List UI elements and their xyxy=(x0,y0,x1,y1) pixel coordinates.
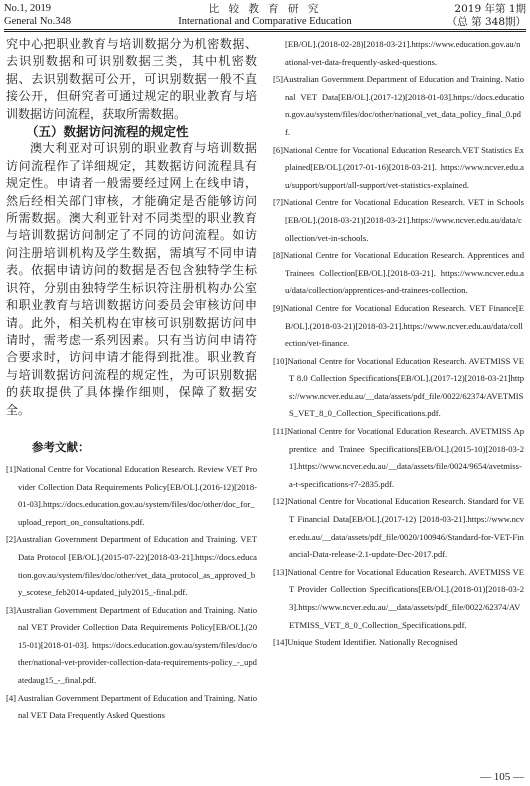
reference-item: [13]National Centre for Vocational Education Research. AVETMISS VET Provider Collection Specifications[EB/OL].(2018-01)[2018-03-23].https://www.ncver.edu.au/__data/assets/pdf_file/0022/62374/AVETMISS_VET_8_0_Collection_Specifications.pdf. xyxy=(273,566,524,630)
total-number-cn: （总 第 348期） xyxy=(446,16,526,28)
reference-item-continued: [EB/OL].(2018-02-28)[2018-03-21].https://www.education.gov.au/national-vet-data-frequently-asked-questions. xyxy=(285,39,521,67)
journal-title-en: International and Comparative Education xyxy=(178,16,352,27)
paragraph: 澳大利亚对可识别的职业教育与培训数据访问流程作了详细规定，其数据访问流程具有规定性。申请者一般需要经过网上在线申请，然后经相关部门审核，才能确定是否能够访问所需数据。澳大利亚针对不同类型的职业教育与培训数据访问制定了不同的访问流程。如访问注册培训机构及学生数据，需填写不同申请表。依据申请访问的数据是否包含独特学生标识符，分别由独特学生标识符注册机构办公室和职业教育与培训数据访问委员会审核访问申请。此外，相关机构在审核可识别数据访问申请时，需考虑一系列因素。只有当访问申请符合要求时，访问申请才能得到批准。职业教育与培训数据访问流程的规定性，为可识别数据的获取提供了具体操作细则，保障了数据安全。 xyxy=(6,141,257,417)
reference-item: [5]Australian Government Department of Education and Training. National VET Data[EB/OL].(2017-12)[2018-01-03].https://docs.education.gov.au/system/files/doc/other/national_vet_data_policy_final_0.pdf. xyxy=(273,74,524,137)
running-header xyxy=(4,2,526,32)
reference-item: [4] Australian Government Department of Education and Training. National VET Data Frequently Asked Questions xyxy=(6,692,257,721)
reference-item: [12]National Centre for Vocational Education Research. Standard for VET Financial Data[EB/OL].(2017-12) [2018-03-21].https://www.ncver.edu.au/__data/assets/pdf_file/0020/100946/Standard-for-VET-Financial-Data-release-2.1-update-Dec-2017.pdf. xyxy=(273,496,524,560)
journal-number-en: General No.348 xyxy=(4,16,72,27)
right-column xyxy=(273,36,524,652)
reference-item: [1]National Centre for Vocational Education Research. Review VET Provider Collection Data Requirements Policy[EB/OL].(2016-12)[2018-01-03].https://docs.education.gov.au/system/files/doc/other/doc_for_upload_report_on_consultations.pdf. xyxy=(6,463,257,527)
reference-list-right xyxy=(273,36,524,652)
header-rule-thin xyxy=(4,31,526,32)
issue-cn: 2019 年第 1期 xyxy=(454,3,526,15)
reference-item: [6]National Centre for Vocational Education Research.VET Statistics Explained[EB/OL].(2017-01-16)[2018-03-21]. https://www.ncver.edu.au/support/support/all-support/vet-statistics-explained. xyxy=(273,144,524,190)
reference-item: [10]National Centre for Vocational Education Research. AVETMISS VET 8.0 Collection Specifications[EB/OL].(2017-12)[2018-03-21]https://www.ncver.edu.au/__data/assets/pdf_file/0022/62374/AVETMISS_VET_8_0_Collection_Specifications.pdf. xyxy=(273,355,524,419)
section-heading: （五）数据访问流程的规定性 xyxy=(26,124,189,140)
left-column xyxy=(6,36,257,725)
journal-title-cn: 比 较 教 育 研 究 xyxy=(208,3,322,15)
references-title: 参考文献： xyxy=(32,439,90,454)
reference-item: [9]National Centre for Vocational Education Research. VET Finance[EB/OL].(2018-03-21)[2018-03-21].https://www.ncver.edu.au/data/collection/vet-finance. xyxy=(273,302,524,349)
reference-item: [2]Australian Government Department of Education and Training. VET Data Protocol [EB/OL].(2015-07-22)[2018-03-21].https://docs.education.gov.au/system/files/doc/other/vet_data_protocol_as_approved_by_scotese_feb2014-updated_july2015_-final.pdf. xyxy=(6,534,257,598)
issue-en: No.1, 2019 xyxy=(4,3,51,14)
reference-item: [7]National Centre for Vocational Education Research. VET in Schools[EB/OL].(2018-03-21)[2018-03-21].https://www.ncver.edu.au/data/collection/vet-in-schools. xyxy=(273,197,524,243)
page-number: — 105 — xyxy=(480,771,524,783)
paragraph-continued: 究中心把职业教育与培训数据分为机密数据、去识别数据和可识别数据三类，其中机密数据、去识别数据可公开，可识别数据一般不直接公开，但研究者可通过规定的职业教育与培训数据访问流程，获取所需数据。 xyxy=(6,37,257,121)
body-text xyxy=(6,36,257,419)
reference-item: [3]Australian Government Department of Education and Training. National VET Provider Collection Data Requirements Policy[EB/OL].(2015-01)[2018-01-03]. https://docs.education.gov.au/system/files/doc/other/national-vet-provider-collection-data-requirements-policy_-_updatedaug15_-_final.pdf. xyxy=(6,604,257,686)
reference-item: [11]National Centre for Vocational Education Research. AVETMISS Apprentice and Trainee Specifications[EB/OL].(2015-10)[2018-03-21].https://www.ncver.edu.au/__data/assets/file/0024/9654/avetmiss-a-t-specifications-r7-2835.pdf. xyxy=(273,426,524,489)
reference-item: [14]Unique Student Identifier. Nationally Recognised xyxy=(273,637,458,648)
reference-item: [8]National Centre for Vocational Education Research. Apprentices and Trainees Collection[EB/OL].[2018-03-21]. https://www.ncver.edu.au/data/collection/apprentices-and-trainees-collection. xyxy=(273,250,524,296)
reference-list-left xyxy=(6,461,257,725)
header-rule-thick xyxy=(4,29,526,30)
